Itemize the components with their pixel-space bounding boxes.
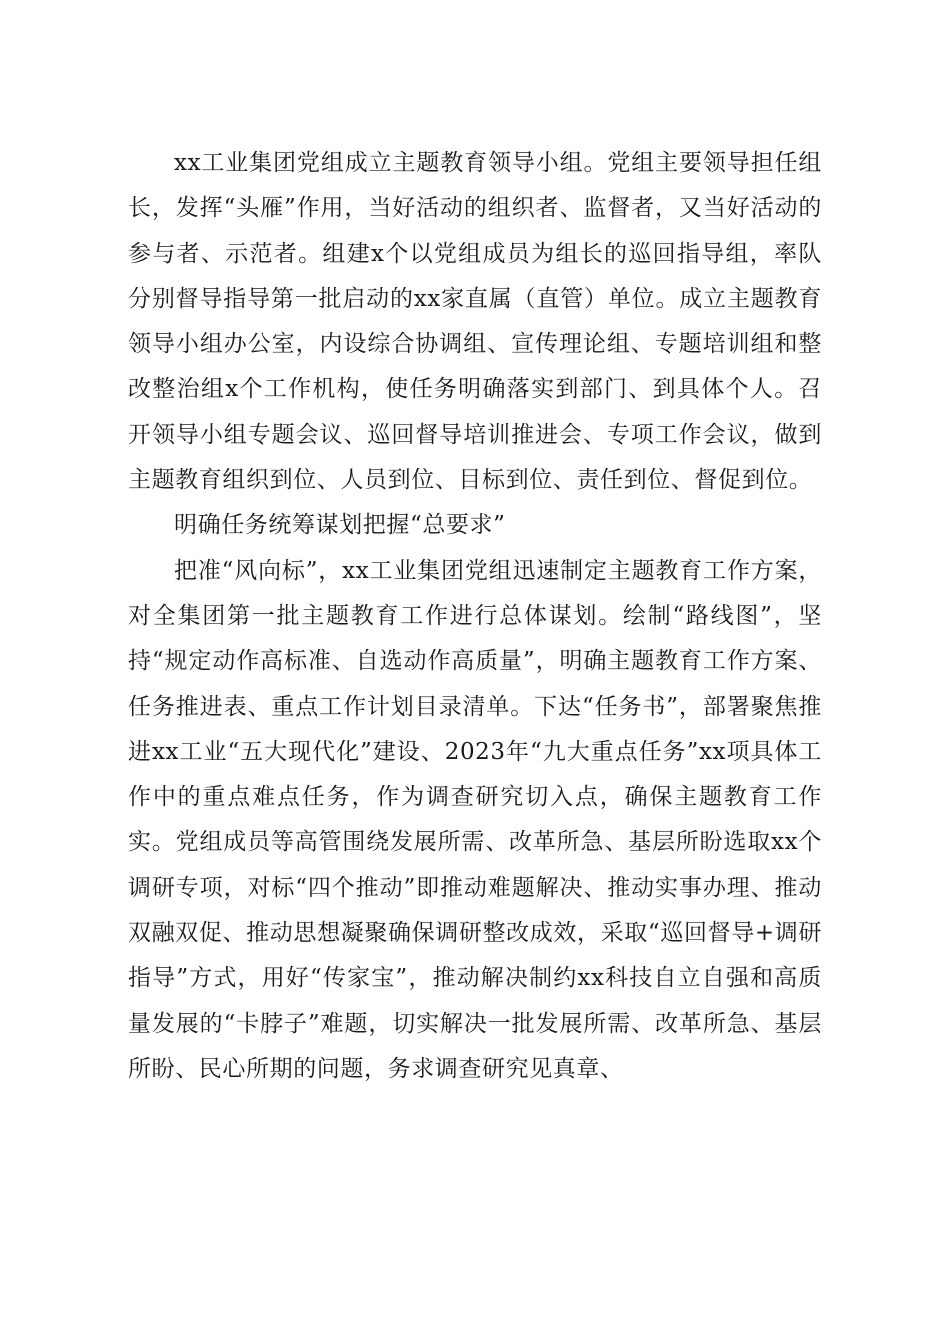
paragraph-task-planning: 把准“风向标”，xx工业集团党组迅速制定主题教育工作方案，对全集团第一批主题教育工作进行总体谋划。绘制“路线图”，坚持“规定动作高标准、自选动作高质量”，明确主题教育工作方案、任务推进表、重点工作计划目录清单。下达“任务书”，部署聚焦推进xx工业“五大现代化”建设、2023年“九大重点任务”xx项具体工作中的重点难点任务，作为调查研究切入点，确保主题教育工作实。党组成员等高管围绕发展所需、改革所急、基层所盼选取xx个调研专项，对标“四个推动”即推动难题解决、推动实事办理、推动双融双促、推动思想凝聚确保调研整改成效，采取“巡回督导+调研指导”方式，用好“传家宝”，推动解决制约xx科技自立自强和高质量发展的“卡脖子”难题，切实解决一批发展所需、改革所急、基层所盼、民心所期的问题，务求调查研究见真章、 [128, 557, 822, 1082]
section-heading: 明确任务统筹谋划把握“总要求” [174, 512, 506, 539]
paragraph-leadership-group: xx工业集团党组成立主题教育领导小组。党组主要领导担任组长，发挥“头雁”作用，当好活动的组织者、监督者，又当好活动的参与者、示范者。组建x个以党组成员为组长的巡回指导组，率队分别督导指导第一批启动的xx家直属（直管）单位。成立主题教育领导小组办公室，内设综合协调组、宣传理论组、专题培训组和整改整治组x个工作机构，使任务明确落实到部门、到具体个人。召开领导小组专题会议、巡回督导培训推进会、专项工作会议，做到主题教育组织到位、人员到位、目标到位、责任到位、督促到位。 [128, 150, 822, 494]
document-body [128, 141, 822, 1092]
